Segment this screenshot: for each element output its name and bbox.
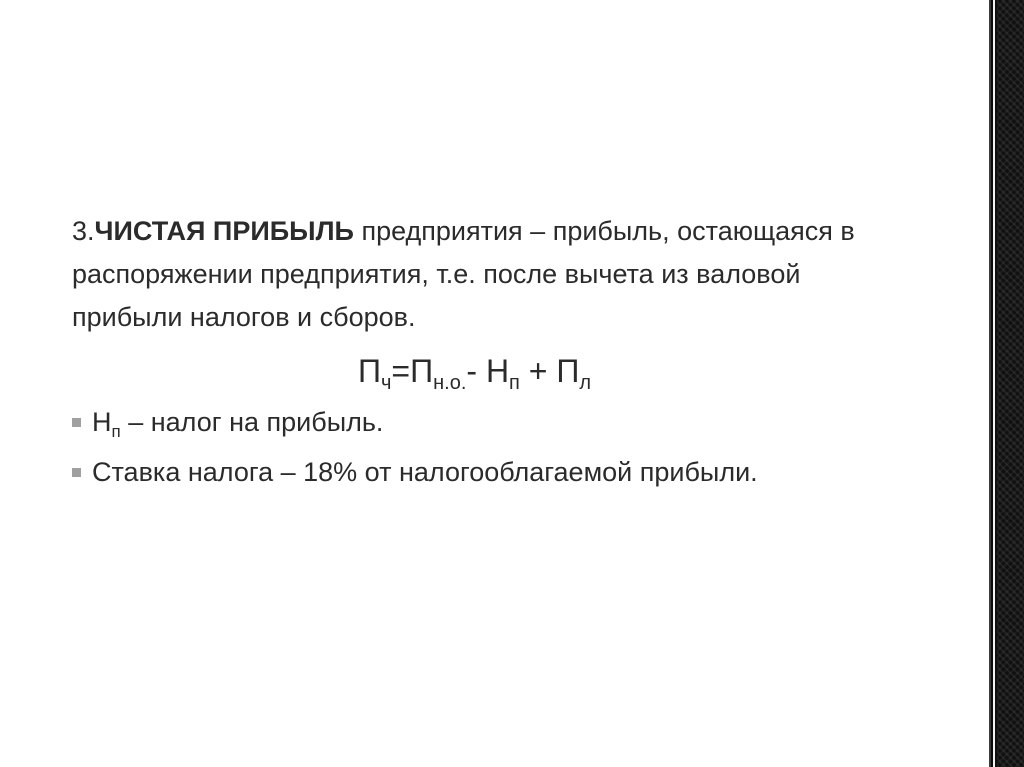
net-profit-formula xyxy=(358,349,952,393)
definition-text-line3: прибыли налогов и сборов. xyxy=(72,302,416,332)
bullet-item-tax-symbol xyxy=(72,397,952,447)
bullet-text: Ставка налога – 18% от налогооблагаемой прибыли. xyxy=(92,457,758,487)
formula-term2-subscript: п xyxy=(509,372,520,394)
definition-text-line1: предприятия – прибыль, остающаяся в xyxy=(353,216,855,246)
formula-minus-term2: - Н xyxy=(466,353,510,389)
formula-term1-subscript: н.о. xyxy=(433,372,467,394)
formula-term3-subscript: л xyxy=(579,372,592,394)
slide-edge-border xyxy=(989,0,1024,767)
bullet-text: – налог на прибыль. xyxy=(120,407,384,437)
definition-number: 3. xyxy=(72,216,95,246)
bullet-item-tax-rate xyxy=(72,447,952,497)
bullet-list xyxy=(72,397,952,497)
square-bullet-icon xyxy=(72,418,81,427)
bullet-symbol: Н xyxy=(92,407,112,437)
formula-lhs-subscript: ч xyxy=(381,372,392,394)
bullet-symbol-subscript: п xyxy=(111,422,121,441)
formula-lhs: П xyxy=(358,353,381,389)
definition-text-line2: распоряжении предприятия, т.е. после вычета из валовой xyxy=(72,259,801,289)
definition-paragraph xyxy=(72,210,952,339)
definition-term: ЧИСТАЯ ПРИБЫЛЬ xyxy=(94,216,354,246)
slide-content xyxy=(72,210,952,497)
square-bullet-icon xyxy=(72,468,81,477)
formula-plus-term3: + П xyxy=(519,353,580,389)
formula-equals-term1: =П xyxy=(391,353,434,389)
